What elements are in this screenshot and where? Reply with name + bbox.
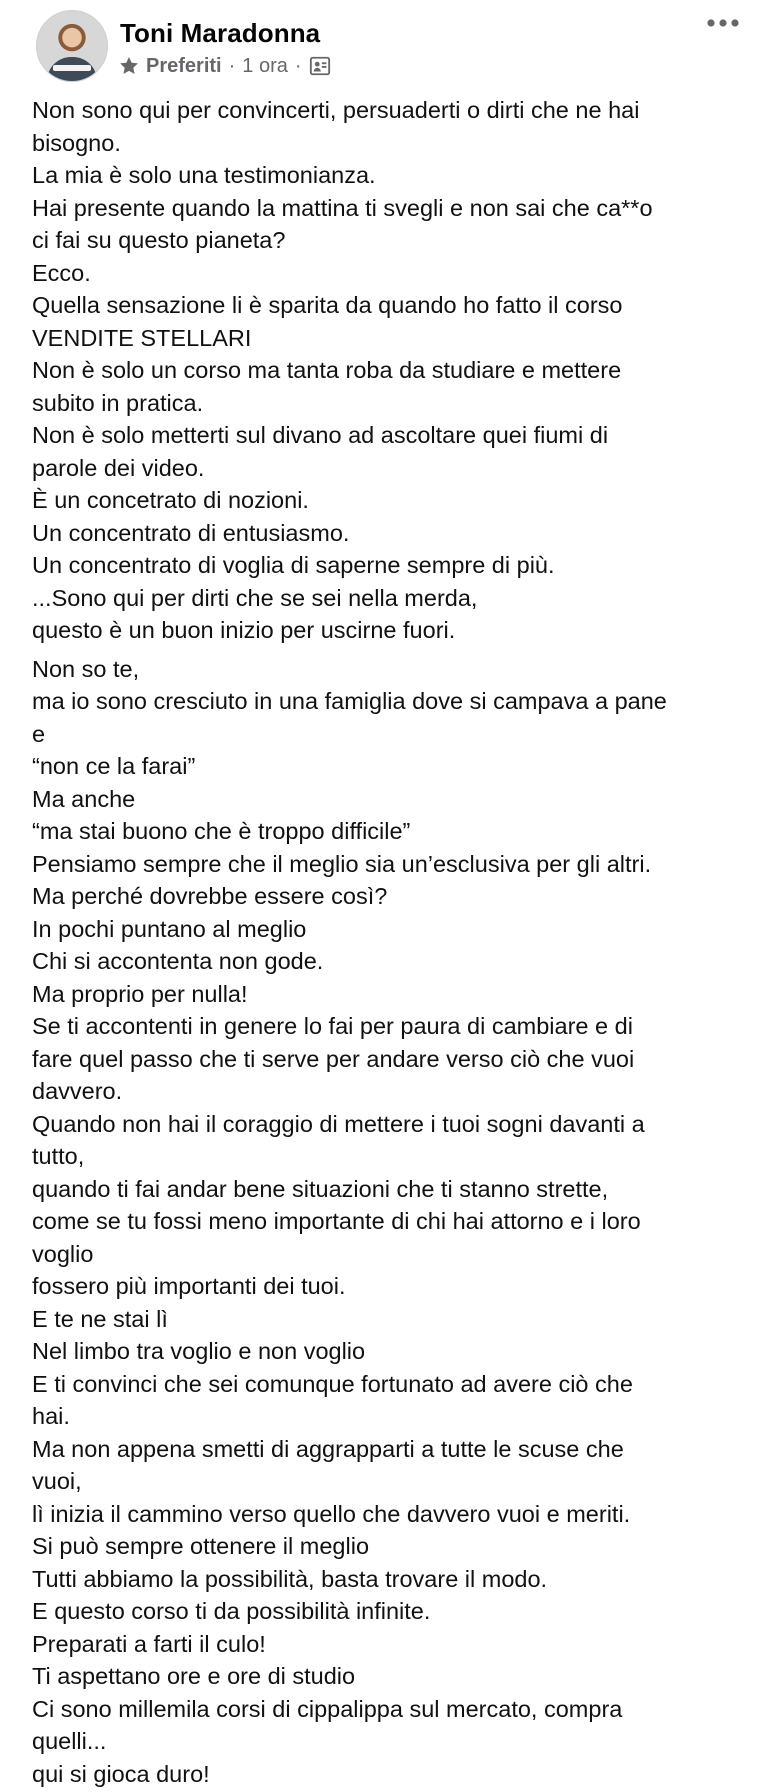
post-text-line: parole dei video. bbox=[32, 454, 205, 481]
post-text-line: lì inizia il cammino verso quello che davvero vuoi e meriti. bbox=[32, 1500, 631, 1527]
post-text-line: Non è solo un corso ma tanta roba da studiare e mettere bbox=[32, 357, 622, 383]
post-text-line: La mia è solo una testimonianza. bbox=[32, 162, 376, 188]
post-text-line: fare quel passo che ti serve per andare verso ciò che vuoi bbox=[32, 1045, 635, 1072]
post-text-line: Ma anche bbox=[32, 785, 136, 812]
post-text-line: vuoi, bbox=[32, 1468, 82, 1494]
post-text-line: Quando non hai il coraggio di mettere i tuoi sogni davanti a bbox=[32, 1110, 645, 1137]
post-time[interactable]: 1 ora bbox=[242, 54, 288, 77]
post-text-line: Nel limbo tra voglio e non voglio bbox=[32, 1338, 366, 1364]
post-text-line: È un concetrato di nozioni. bbox=[32, 487, 309, 513]
post-text-line: In pochi puntano al meglio bbox=[32, 915, 307, 942]
post-text-line: qui si gioca duro! bbox=[32, 1760, 210, 1787]
post-text-line: hai. bbox=[32, 1403, 70, 1429]
post-text-line: bisogno. bbox=[32, 129, 121, 156]
post-text-line: VENDITE STELLARI bbox=[32, 324, 252, 351]
post-text-line: E ti convinci che sei comunque fortunato ad avere ciò che bbox=[32, 1370, 633, 1397]
post-text-line: ci fai su questo pianeta? bbox=[32, 227, 286, 253]
post-text-line: questo è un buon inizio per uscirne fuori. bbox=[32, 617, 456, 643]
audience-label[interactable]: Preferiti bbox=[146, 54, 222, 77]
post-text-line: Ma proprio per nulla! bbox=[32, 980, 248, 1007]
post-text-line: voglio bbox=[32, 1240, 94, 1267]
post-text-line: Ti aspettano ore e ore di studio bbox=[32, 1663, 356, 1689]
author-name[interactable]: Toni Maradonna bbox=[120, 18, 321, 48]
star-icon bbox=[118, 55, 140, 77]
photo-album-icon[interactable] bbox=[309, 55, 331, 77]
post-text-line: ma io sono cresciuto in una famiglia dove si campava a pane bbox=[32, 688, 667, 714]
post-text-line: Hai presente quando la mattina ti svegli e non sai che ca**o bbox=[32, 194, 653, 221]
post-text-line: Non è solo metterti sul divano ad ascoltare quei fiumi di bbox=[32, 422, 609, 448]
post-text-line: “ma stai buono che è troppo difficile” bbox=[32, 818, 411, 844]
post-text-line: quando ti fai andar bene situazioni che ti stanno strette, bbox=[32, 1175, 609, 1202]
post-text-line: fossero più importanti dei tuoi. bbox=[32, 1273, 346, 1299]
post-text-line: Ma non appena smetti di aggrapparti a tutte le scuse che bbox=[32, 1435, 624, 1462]
author-avatar[interactable] bbox=[36, 10, 108, 82]
post-text-line: Preparati a farti il culo! bbox=[32, 1630, 266, 1657]
post-text-line: Tutti abbiamo la possibilità, basta trovare il modo. bbox=[32, 1565, 548, 1592]
post-text-line: Ma perché dovrebbe essere così? bbox=[32, 883, 388, 909]
more-dots-icon[interactable] bbox=[706, 16, 740, 30]
post-text-line: Non sono qui per convincerti, persuaderti o dirti che ne hai bbox=[32, 97, 640, 123]
post-text-line: Un concentrato di voglia di saperne sempre di più. bbox=[32, 552, 555, 578]
post-text-line: Ci sono millemila corsi di cippalippa sul mercato, compra bbox=[32, 1695, 623, 1722]
post-text-line: subito in pratica. bbox=[32, 389, 204, 416]
post-text-line: tutto, bbox=[32, 1143, 85, 1169]
post-text-line: davvero. bbox=[32, 1078, 123, 1104]
post-text-line: ...Sono qui per dirti che se sei nella merda, bbox=[32, 584, 478, 611]
post-text-line: “non ce la farai” bbox=[32, 753, 196, 779]
post-body bbox=[32, 94, 732, 1790]
post-text-line: Ecco. bbox=[32, 259, 91, 286]
post-text-line: Si può sempre ottenere il meglio bbox=[32, 1533, 370, 1559]
post-text-line: Quella sensazione li è sparita da quando ho fatto il corso bbox=[32, 292, 623, 318]
post-text-line: E te ne stai lì bbox=[32, 1305, 168, 1332]
post-text-line: quelli... bbox=[32, 1728, 107, 1754]
post-text-line: e bbox=[32, 720, 46, 747]
post-text-line: Pensiamo sempre che il meglio sia un’esclusiva per gli altri. bbox=[32, 850, 652, 877]
post-meta bbox=[118, 52, 331, 80]
avatar-name-tag bbox=[53, 65, 91, 71]
post-text-line: Chi si accontenta non gode. bbox=[32, 948, 324, 974]
post-text-line: Un concentrato di entusiasmo. bbox=[32, 519, 350, 546]
post-text-line: come se tu fossi meno importante di chi hai attorno e i loro bbox=[32, 1208, 641, 1234]
post-text-line: E questo corso ti da possibilità infinite. bbox=[32, 1598, 431, 1624]
post-header bbox=[0, 0, 760, 96]
meta-separator: · bbox=[294, 54, 302, 77]
meta-separator: · bbox=[228, 54, 236, 77]
post-text-line: Non so te, bbox=[32, 655, 140, 682]
post-text-line: Se ti accontenti in genere lo fai per paura di cambiare e di bbox=[32, 1013, 633, 1039]
